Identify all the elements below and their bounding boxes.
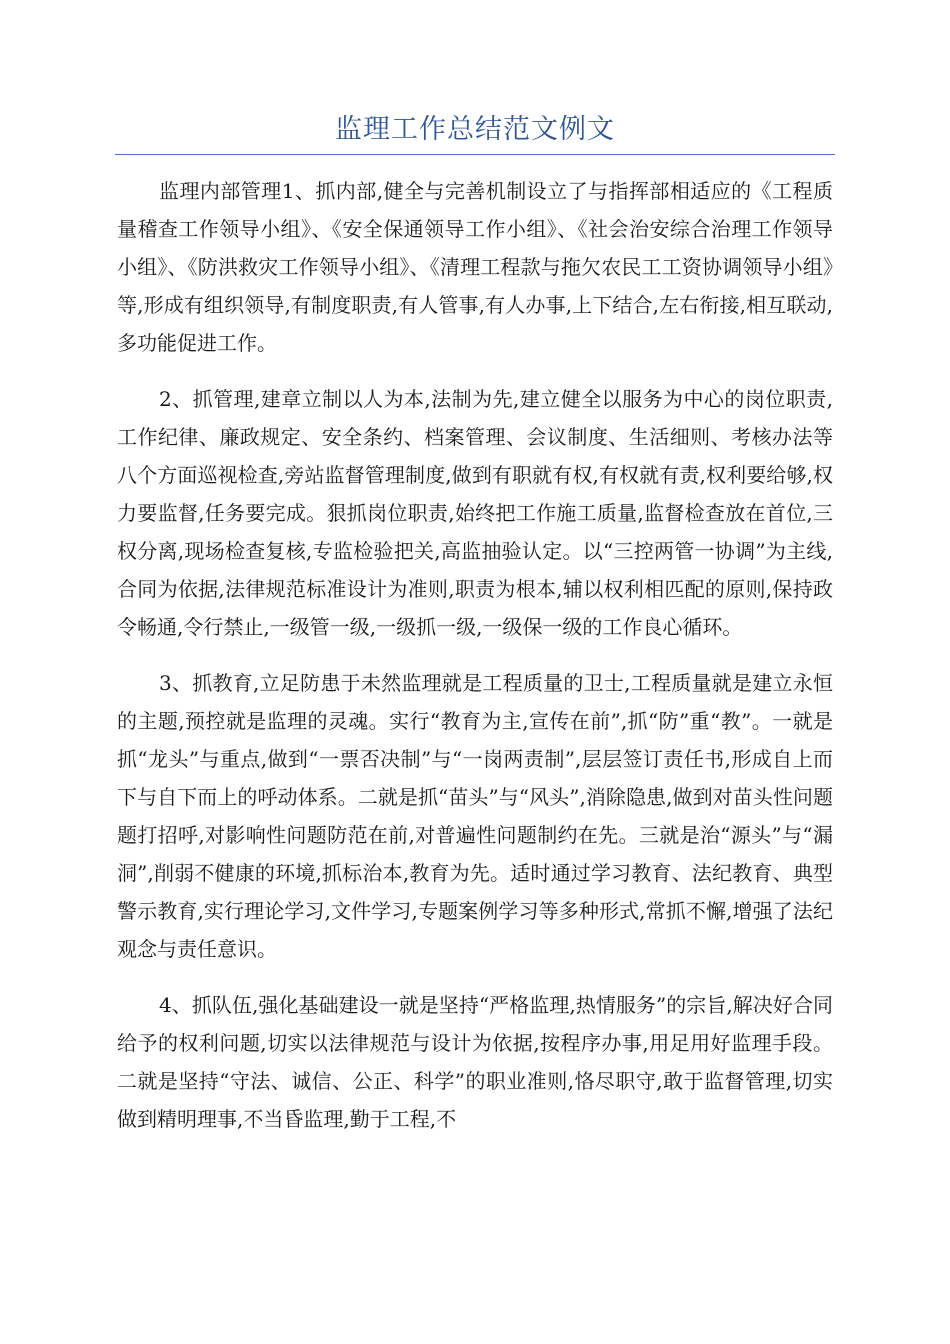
paragraph-3: 3、抓教育,立足防患于未然监理就是工程质量的卫士,工程质量就是建立永恒的主题,预控就是监理的灵魂。实行“教育为主,宣传在前”,抓“防”重“教”。一就是抓“龙头”与重点,做到“一票否决制”与“一岗两责制”,层层签订责任书,形成自上而下与自下而上的呼动体系。二就是抓“苗头”与“风头”,消除隐患,做到对苗头性问题题打招呼,对影响性问题防范在前,对普遍性问题制约在先。三就是治“源头”与“漏洞”,削弱不健康的环境,抓标治本,教育为先。适时通过学习教育、法纪教育、典型警示教育,实行理论学习,文件学习,专题案例学习等多种形式,常抓不懈,增强了法纪观念与责任意识。	[117, 671, 833, 961]
paragraph-4: 4、抓队伍,强化基础建设一就是坚持“严格监理,热情服务”的宗旨,解决好合同给予的权利问题,切实以法律规范与设计为依据,按程序办事,用足用好监理手段。二就是坚持“守法、诚信、公正、科学”的职业准则,恪尽职守,敢于监督管理,切实做到精明理事,不当昏监理,勤于工程,不	[117, 993, 833, 1131]
paragraph-2: 2、抓管理,建章立制以人为本,法制为先,建立健全以服务为中心的岗位职责,工作纪律、廉政规定、安全条约、档案管理、会议制度、生活细则、考核办法等八个方面巡视检查,旁站监督管理制度,做到有职就有权,有权就有责,权利要给够,权力要监督,任务要完成。狠抓岗位职责,始终把工作施工质量,监督检查放在首位,三权分离,现场检查复核,专监检验把关,高监抽验认定。以“三控两管一协调”为主线,合同为依据,法律规范标准设计为准则,职责为根本,辅以权利相匹配的原则,保持政令畅通,令行禁止,一级管一级,一级抓一级,一级保一级的工作良心循环。	[117, 387, 833, 639]
document-title: 监理工作总结范文例文	[335, 114, 615, 145]
paragraph-1: 监理内部管理1、抓内部,健全与完善机制设立了与指挥部相适应的《工程质量稽查工作领导小组》、《安全保通领导工作小组》、《社会治安综合治理工作领导小组》、《防洪救灾工作领导小组》、《清理工程款与拖欠农民工工资协调领导小组》等,形成有组织领导,有制度职责,有人管事,有人办事,上下结合,左右衔接,相互联动,多功能促进工作。	[117, 179, 833, 355]
title-underline	[115, 154, 835, 155]
document-body	[117, 172, 833, 1156]
